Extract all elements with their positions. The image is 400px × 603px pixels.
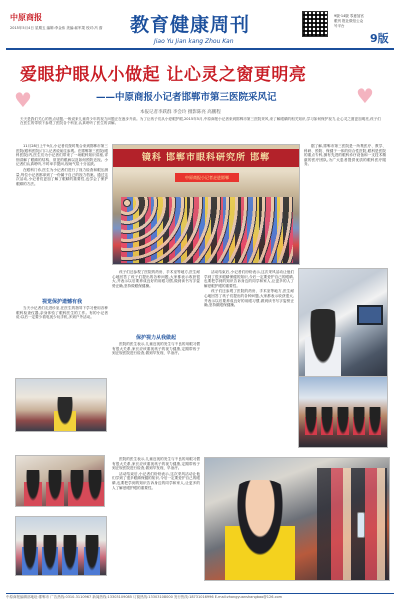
child-figure bbox=[46, 470, 64, 507]
girl-figure bbox=[225, 480, 295, 581]
children-visit-photo bbox=[15, 455, 105, 507]
masthead bbox=[6, 6, 394, 50]
qr-code-icon bbox=[302, 11, 328, 37]
children-background bbox=[317, 468, 387, 580]
child-figure bbox=[369, 407, 381, 435]
page-title: 教育健康周刊 bbox=[130, 14, 251, 36]
brand-name: 中原商报 bbox=[10, 13, 42, 22]
eye-exam-photo bbox=[298, 268, 388, 380]
page-footer: 中原商报编辑部地址:邯郸市 广告热线:0310-3110967 新闻热线:13303109085 订阅热线:13303108000 发行热线:18731016996 E-mail:zhongyuanshangbao@126.com bbox=[6, 593, 394, 601]
heart-icon: ♥ bbox=[14, 88, 32, 112]
child-figure bbox=[84, 535, 100, 575]
section-heading: 视觉保护遗憾有我 bbox=[41, 299, 82, 305]
paragraph: 医院的医生表示,儿童近视的发生与不良的用眼习惯有很大关系,家长应该重视孩子的视力健康,定期带孩子到正规医院进行检查,做到早发现、早治疗。 bbox=[112, 457, 200, 471]
classroom-photo bbox=[298, 376, 388, 448]
article-column-1b bbox=[16, 306, 108, 374]
article-column-2b bbox=[112, 342, 200, 452]
paragraph: 据了解,邯郸市第三医院是一所集医疗、教学、科研、预防、保健于一体的综合性医院,眼科是医院的重点专科,拥有先进的眼科诊疗设备和一支技术精湛的医疗团队,为广大患者提供优质的眼科医疗服务。 bbox=[304, 144, 386, 167]
article-lead: 天天是我们关心的热点话题,一般说来儿童青少年的视力问题正在逐步升高。为了让孩子们从小爱眼护眼,2015年5月,中原商报小记者来到邯郸市第三医院采风,来了解眼睛的相关知识,学习如何保护视力,让心灵之窗更加明亮,孩子们在医生的带领下参观了医院各个科室,认真聆听了医生的讲解。 bbox=[20, 117, 381, 126]
brand-subtitle: 2015年5月4日 星期五 编辑:李金伟 美编:郝军果 校对:冯 蔚 bbox=[10, 26, 103, 30]
paragraph: 11月28日上午9点,小记者们按时集合来到邯郸市第三医院(眼科医院)门口,记者说前往参观。在邯郸第三医院(眼科医院)内,医生们为小记者们带来了一场眼科知识讲座,详细讲解了眼睛的结构、常见的眼病以及如何预防近视。小记者们认真聆听,不时举手提问,现场气氛十分活跃。 bbox=[16, 144, 108, 167]
page-number: 9版 bbox=[370, 32, 389, 45]
hospital-sign: 镜科 邯郸市眼科研究所 邯郸 bbox=[113, 149, 299, 167]
group-of-children bbox=[121, 197, 293, 263]
paragraph: 孩子们还参观了医院的药房、手术室等地方,医生耐心地回答了孩子们提出的各种问题,大家都表示收获很大,并表示以后要养成良好的用眼习惯,做到读书写字姿势正确,坚持做眼保健操。 bbox=[204, 289, 294, 308]
child-figure bbox=[337, 407, 349, 435]
paragraph: 活动结束后,小记者们纷纷表示,这次采风活动让他们学到了很多眼睛保健的知识,今后一定要爱护自己的眼睛,也要把学到的知识告诉身边的同学和家人,让更多的人了解爱眼护眼的重要性。 bbox=[112, 471, 200, 490]
child-exam-photo bbox=[15, 378, 107, 432]
article-column-1 bbox=[16, 144, 108, 294]
page-title-pinyin: Jiao Yu Jian kang Zhou Kan bbox=[154, 38, 234, 45]
child-figure bbox=[62, 535, 78, 575]
paragraph: 活动结束后,小记者们纷纷表示,这次采风活动让他们学到了很多眼睛保健的知识,今后一定要爱护自己的眼睛,也要把学到的知识告诉身边的同学和家人,让更多的人了解爱眼护眼的重要性。 bbox=[204, 270, 294, 288]
masthead-meta: 9版·14版 零意加官 眼刊 报社微信公众号平台 bbox=[334, 14, 364, 28]
article-column-right bbox=[304, 144, 386, 264]
child-figure bbox=[305, 407, 317, 435]
article-column-3 bbox=[204, 270, 294, 452]
child-figure bbox=[54, 397, 76, 432]
child-figure bbox=[22, 535, 38, 575]
children-group-photo bbox=[15, 516, 107, 576]
article-headline: 爱眼护眼从小做起 让心灵之窗更明亮 bbox=[20, 65, 307, 85]
article-column-2 bbox=[112, 270, 200, 330]
article-subhead: ——中原商报小记者邯郸市第三医院采风记 bbox=[96, 92, 277, 103]
doctor-figure bbox=[305, 309, 341, 379]
child-figure bbox=[24, 470, 42, 507]
child-figure bbox=[42, 535, 58, 575]
article-column-4 bbox=[112, 457, 200, 585]
girl-writing-photo bbox=[204, 457, 390, 581]
child-figure bbox=[321, 407, 333, 435]
water-bottle-icon bbox=[357, 512, 365, 538]
heart-icon: ♥ bbox=[356, 84, 374, 108]
monitor-icon bbox=[357, 305, 383, 325]
section-heading: 保护视力从我做起 bbox=[135, 335, 176, 341]
child-figure bbox=[353, 407, 365, 435]
paragraph: 当天小记者们走进诊室,在医生的指导下学习使用各种眼科检查仪器,亲身体验了眼科医生的工作。有的小记者说:以后一定要少看电视少玩手机,多到户外活动。 bbox=[16, 306, 108, 320]
child-figure bbox=[86, 470, 104, 507]
hospital-banner: 中原商报小记者走进邯郸 bbox=[175, 173, 239, 182]
article-byline: 本报记者李跃群 李会玲 摄影陈亮 高鹏程 bbox=[140, 110, 221, 115]
child-figure bbox=[68, 470, 86, 507]
paragraph: 医院的医生表示,儿童近视的发生与不良的用眼习惯有很大关系,家长应该重视孩子的视力健康,定期带孩子到正规医院进行检查,做到早发现、早治疗。 bbox=[112, 342, 200, 356]
hospital-group-photo bbox=[112, 144, 300, 265]
paragraph: 孩子们还参观了医院的药房、手术室等地方,医生耐心地回答了孩子们提出的各种问题,大家都表示收获很大,并表示以后要养成良好的用眼习惯,做到读书写字姿势正确,坚持做眼保健操。 bbox=[112, 270, 200, 288]
paragraph: 在眼科门诊,医生为小记者们进行了视力检查和眼压测量,每位小记者都拿到了一份属于自己的视力档案。通过这次活动,小记者们更加了解了眼睛的重要性,也学会了保护眼睛的方法。 bbox=[16, 167, 108, 186]
